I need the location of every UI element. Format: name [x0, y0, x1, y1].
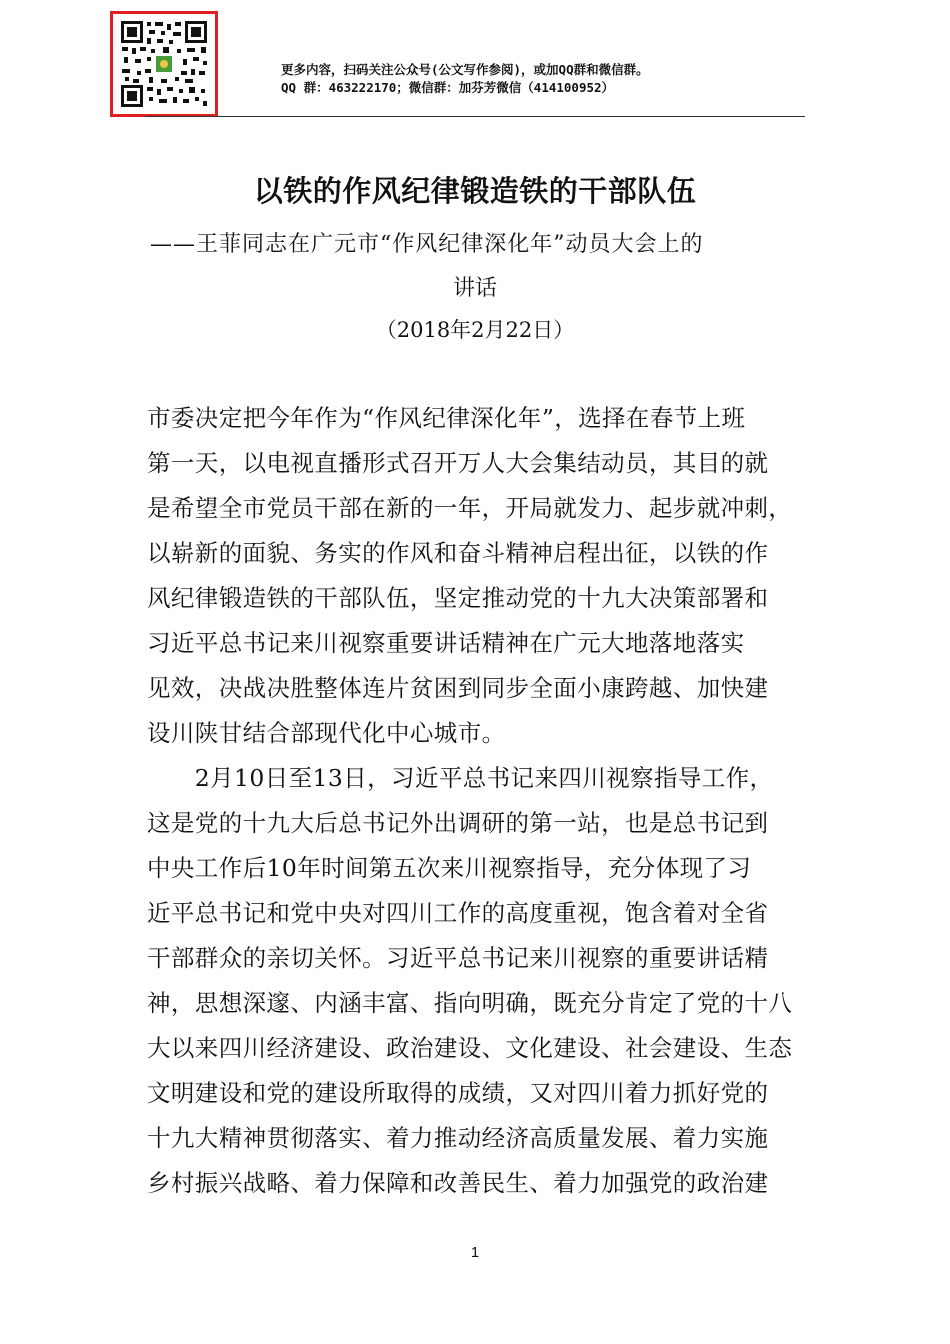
header-divider	[145, 116, 805, 117]
body-text-line: 乡村振兴战略、着力保障和改善民生、着力加强党的政治建	[147, 1169, 769, 1197]
body-text-line: 文明建设和党的建设所取得的成绩，又对四川着力抓好党的	[147, 1079, 769, 1107]
document-date: （2018年2月22日）	[375, 318, 575, 342]
body-text-line: 习近平总书记来川视察重要讲话精神在广元大地落地落实	[147, 629, 745, 657]
page-number: 1	[470, 1244, 480, 1261]
body-text-line: 这是党的十九大后总书记外出调研的第一站，也是总书记到	[147, 809, 769, 837]
body-text-line: 风纪律锻造铁的干部队伍，坚定推动党的十九大决策部署和	[147, 584, 769, 612]
document-subtitle-line2: 讲话	[452, 276, 497, 301]
body-text-line: 市委决定把今年作为“作风纪律深化年”，选择在春节上班	[147, 404, 746, 432]
body-text-line: 以崭新的面貌、务实的作风和奋斗精神启程出征，以铁的作	[147, 539, 769, 567]
body-text-line: 设川陕甘结合部现代化中心城市。	[147, 719, 506, 747]
body-text-line: 见效，决战决胜整体连片贫困到同步全面小康跨越、加快建	[147, 674, 769, 702]
body-text-line: 是希望全市党员干部在新的一年，开局就发力、起步就冲刺，	[147, 494, 793, 522]
header-promo-text: 更多内容，扫码关注公众号(公文写作参阅)，或加QQ群和微信群。	[281, 62, 649, 77]
document-title: 以铁的作风纪律锻造铁的干部队伍	[253, 174, 697, 208]
body-text-line: 干部群众的亲切关怀。习近平总书记来川视察的重要讲话精	[147, 944, 769, 972]
body-text-line: 第一天，以电视直播形式召开万人大会集结动员，其目的就	[147, 449, 769, 477]
body-text-line: 中央工作后10年时间第五次来川视察指导，充分体现了习	[147, 854, 752, 882]
header-contact-text: QQ 群：463222170；微信群：加芬芳微信（414100952）	[281, 80, 615, 95]
qr-code-frame	[110, 11, 218, 117]
qr-code-icon	[119, 19, 209, 109]
body-text-line: 神，思想深邃、内涵丰富、指向明确，既充分肯定了党的十八	[147, 989, 793, 1017]
document-subtitle-line1: ——王菲同志在广元市“作风纪律深化年”动员大会上的	[150, 232, 704, 257]
body-text-line: 大以来四川经济建设、政治建设、文化建设、社会建设、生态	[147, 1034, 793, 1062]
body-text-line: 2月10日至13日，习近平总书记来四川视察指导工作，	[147, 764, 774, 792]
body-text-line: 十九大精神贯彻落实、着力推动经济高质量发展、着力实施	[147, 1124, 769, 1152]
body-text-line: 近平总书记和党中央对四川工作的高度重视，饱含着对全省	[147, 899, 769, 927]
